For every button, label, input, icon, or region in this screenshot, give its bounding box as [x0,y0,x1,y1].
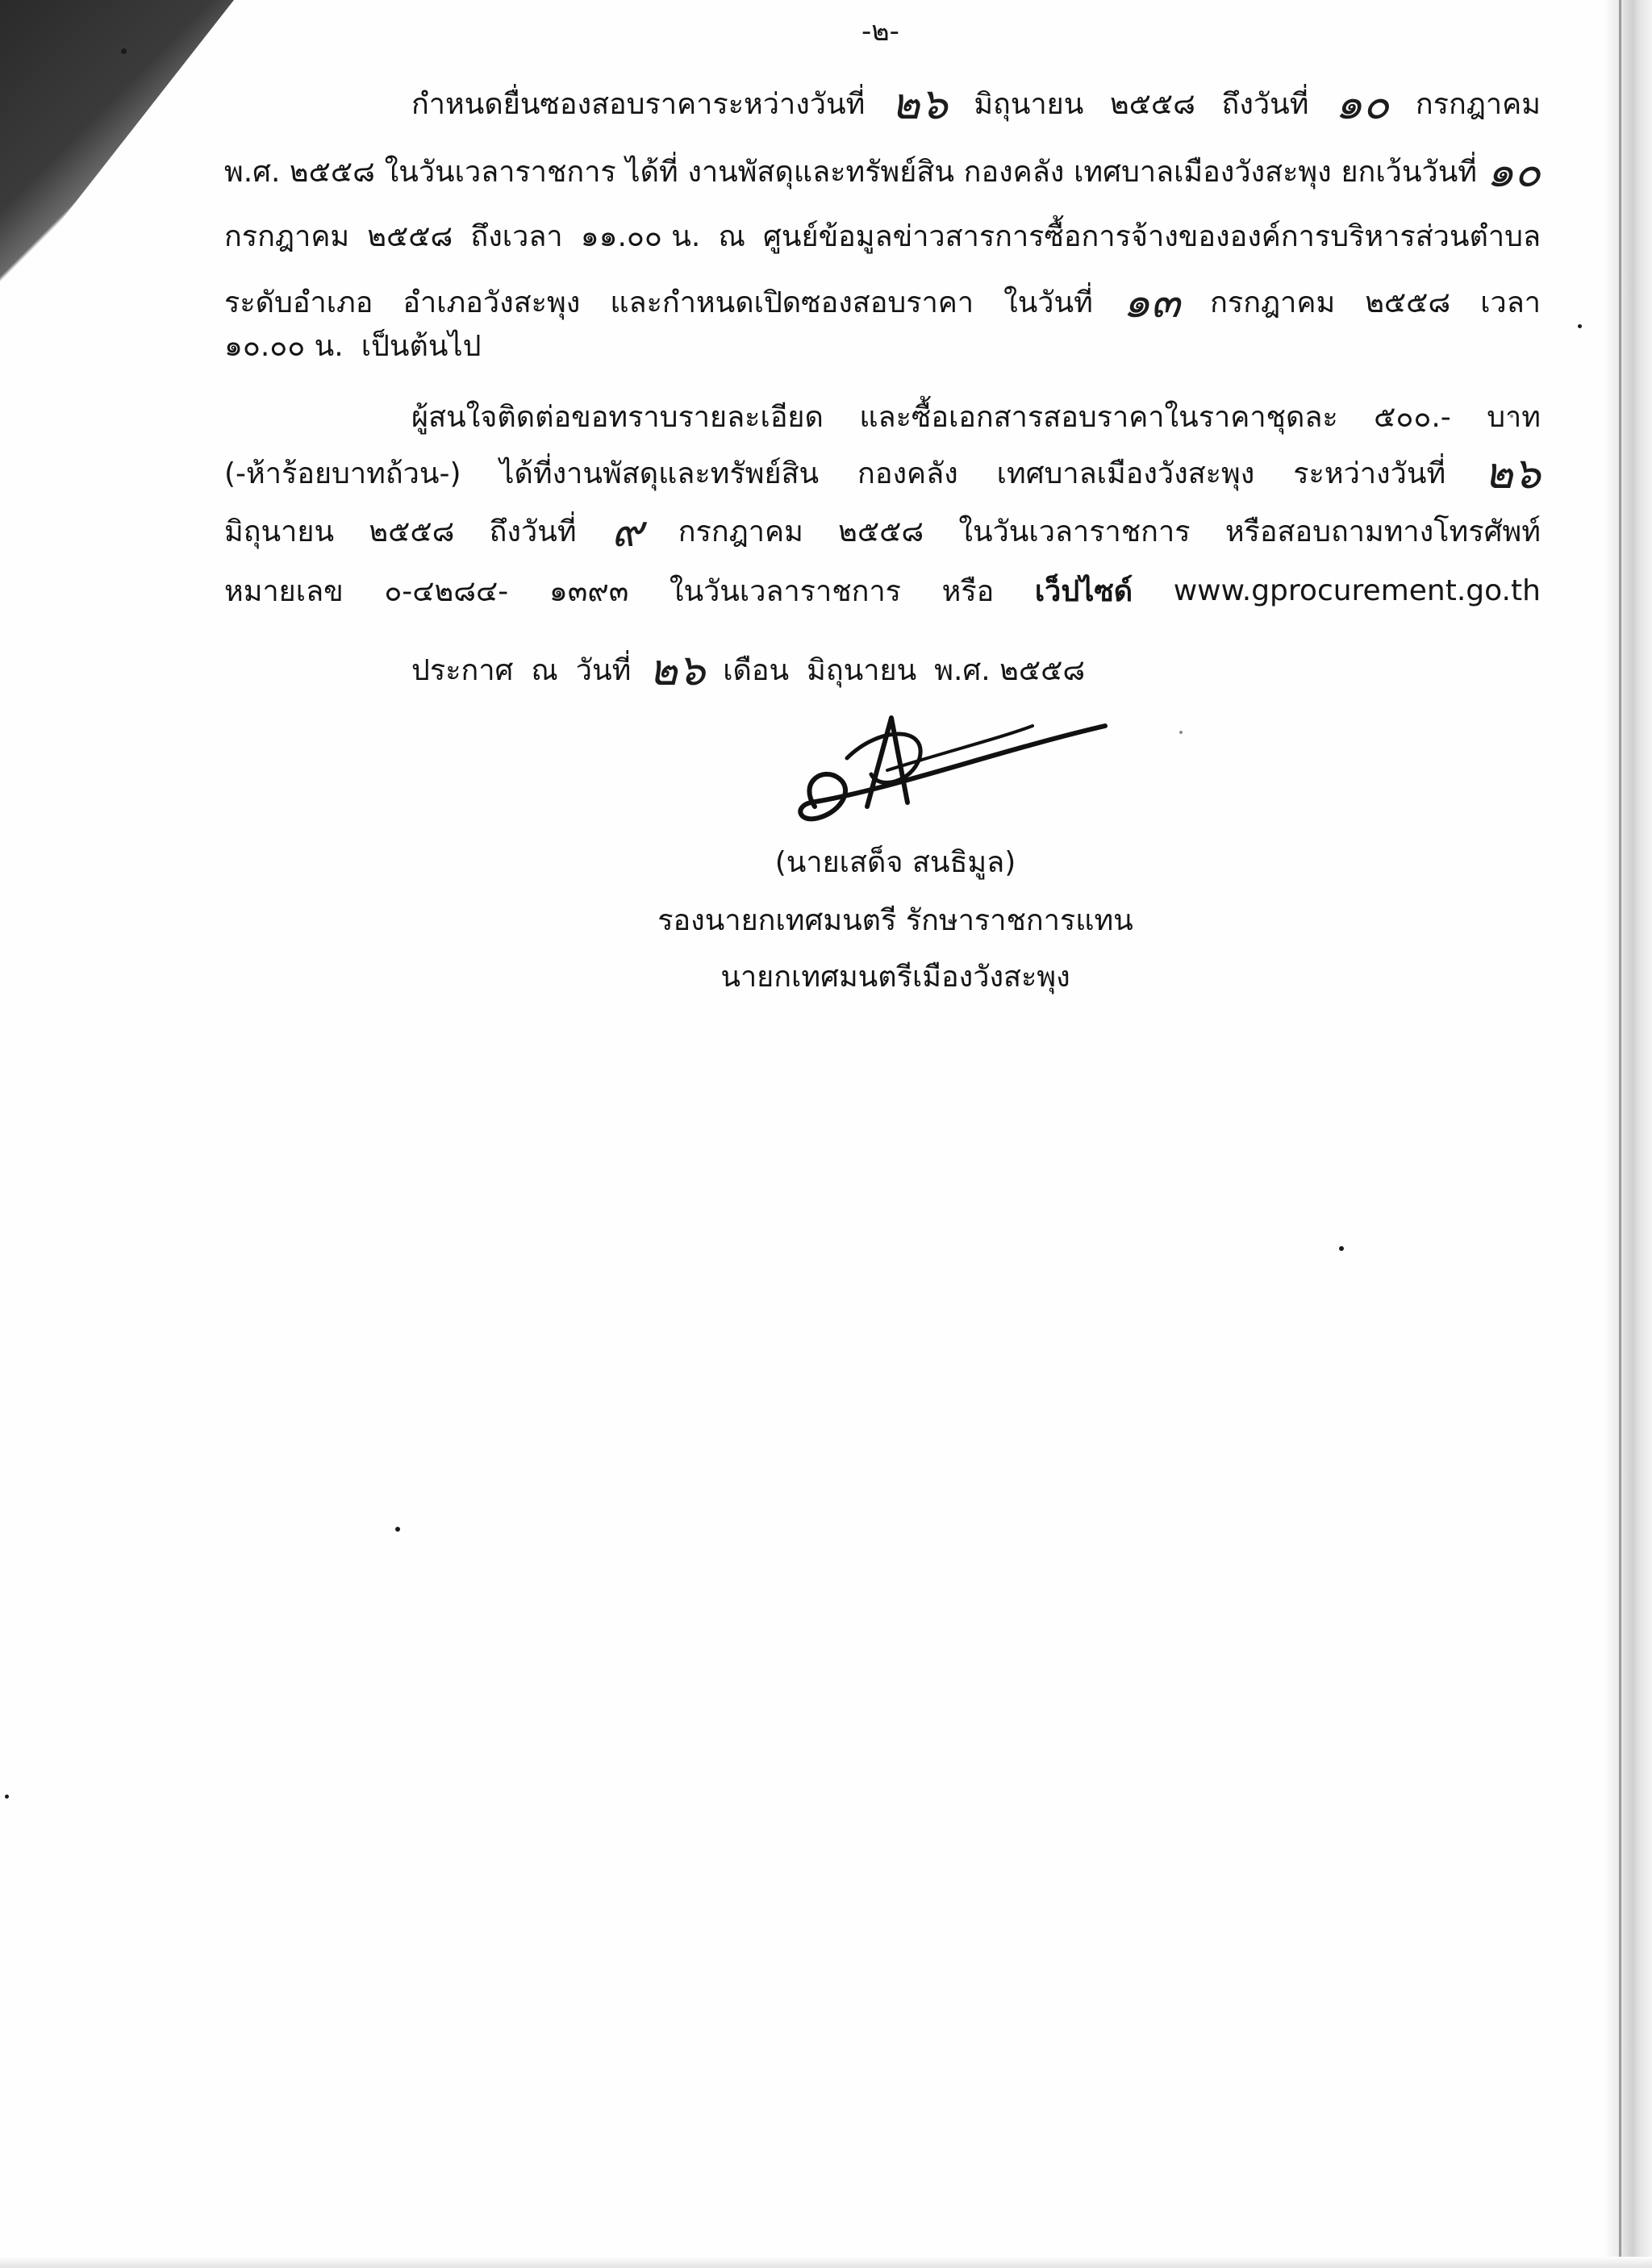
text-segment: ๑๐.๐๐ น. [224,329,344,363]
text-segment: ระหว่างวันที่ [1293,457,1446,490]
text-segment: งานพัสดุและทรัพย์สิน [687,155,954,189]
handwritten-date: ๒๖ [649,644,706,695]
scan-speck [1578,324,1582,328]
text-segment: ในวันที่ [1003,286,1093,319]
text-segment: กรกฎาคม [678,515,803,548]
text-segment: ๕๐๐.- [1374,400,1451,434]
text-segment: หมายเลข [224,574,344,608]
text-segment: เทศบาลเมืองวังสะพุง [996,457,1255,490]
scan-speck [121,48,127,54]
paragraph1-line3 [224,211,1541,260]
text-segment: ถึงวันที่ [1221,87,1309,121]
handwritten-date: ๑๓ [1122,277,1181,327]
text-segment: ผู้สนใจติดต่อขอทราบรายละเอียด [411,400,824,434]
text-segment: ยกเว้นวันที่ [1341,155,1478,189]
text-segment: กองคลัง [857,457,958,490]
text-segment: เทศบาลเมืองวังสะพุง [1074,155,1332,189]
paragraph1-line2 [224,147,1541,195]
text-segment: ๒๕๕๘ [369,515,455,548]
text-segment: ๑๑.๐๐ น. [580,219,701,253]
handwritten-date: ๑๐ [1335,78,1390,129]
handwritten-date: ๑๐ [1486,146,1541,197]
text-segment: เป็นต้นไป [361,329,482,363]
text-segment: ๒๕๕๘ [367,219,453,253]
text-segment: ๒๕๕๘ [1365,286,1451,319]
text-segment: บาท [1487,400,1541,434]
scan-speck [395,1527,400,1532]
text-segment: กรกฎาคม [1415,87,1541,121]
text-segment: ประกาศ [411,653,514,687]
text-segment: และซื้อเอกสารสอบราคาในราคาชุดละ [859,400,1338,434]
text-segment: ในวันเวลาราชการ [669,574,902,608]
website-label: เว็ปไซด์ [1034,574,1133,608]
text-segment: กรกฎาคม [1210,286,1336,319]
text-segment: ถึงเวลา [470,219,563,253]
text-segment: กรกฎาคม [224,219,350,253]
handwritten-date: ๙ [611,506,644,557]
scan-speck [1179,731,1183,734]
text-segment: ณ [718,219,745,253]
text-segment: ณ [531,653,558,687]
text-segment: ๒๕๕๘ [1109,87,1195,121]
paragraph2-line1 [411,392,1541,440]
text-segment: พ.ศ. ๒๕๕๘ [224,155,375,189]
scan-bottom-edge [0,2257,1652,2268]
signatory-position-line1: รองนายกเทศมนตรี รักษาราชการแทน [657,904,1133,937]
text-segment: (-ห้าร้อยบาทถ้วน-) [224,457,461,490]
text-segment: ๒๕๕๘ [838,515,924,548]
text-segment: ได้ที่งานพัสดุและทรัพย์สิน [499,457,820,490]
paragraph2-line3 [224,507,1541,555]
paragraph1-line5 [224,321,1541,369]
website-url: www.gprocurement.go.th [1173,573,1541,607]
paragraph2-line2 [224,448,1541,497]
text-segment: กองคลัง [963,155,1065,189]
paragraph1-line4 [224,277,1541,326]
text-segment: ในวันเวลาราชการ [384,155,616,189]
scan-speck [5,1795,9,1799]
handwritten-signature [791,702,1129,831]
text-segment: พ.ศ. ๒๕๕๘ [934,653,1086,687]
page-number: -๒- [861,15,899,48]
paragraph2-line4 [224,566,1541,615]
paragraph1-line1 [411,79,1541,127]
text-segment: เดือน [723,653,790,687]
text-segment: หรือสอบถามทางโทรศัพท์ [1224,515,1541,548]
text-segment: มิถุนายน [224,515,335,548]
text-segment: หรือ [941,574,995,608]
handwritten-date: ๒๖ [891,78,948,129]
text-segment: วันที่ [575,653,632,687]
handwritten-date: ๒๖ [1484,448,1541,498]
text-segment: ได้ที่ [625,155,678,189]
text-segment: มิถุนายน [974,87,1084,121]
text-segment: ถึงวันที่ [489,515,577,548]
text-segment: ในวันเวลาราชการ [958,515,1191,548]
text-segment: ๐-๔๒๘๔- [384,574,509,608]
text-segment: กำหนดยื่นซองสอบราคาระหว่างวันที่ [411,87,866,121]
text-segment: เวลา [1480,286,1541,319]
text-segment: ศูนย์ข้อมูลข่าวสารการซื้อการจ้างขององค์การบริหารส่วนตำบล [763,219,1541,253]
text-segment: และกำหนดเปิดซองสอบราคา [610,286,974,319]
text-segment: อำเภอวังสะพุง [403,286,581,319]
signatory-name: (นายเสด็จ สนธิมูล) [774,846,1016,879]
scan-speck [1339,1246,1344,1251]
scan-edge-shadow [1604,0,1652,2268]
signatory-position-line2: นายกเทศมนตรีเมืองวังสะพุง [720,961,1070,994]
text-segment: มิถุนายน [807,653,917,687]
text-segment: ๑๓๙๓ [549,574,629,608]
text-segment: ระดับอำเภอ [224,286,373,319]
folded-corner-shadow [0,0,234,298]
announcement-date-line [411,645,1218,694]
scan-edge-line [1619,0,1621,2268]
